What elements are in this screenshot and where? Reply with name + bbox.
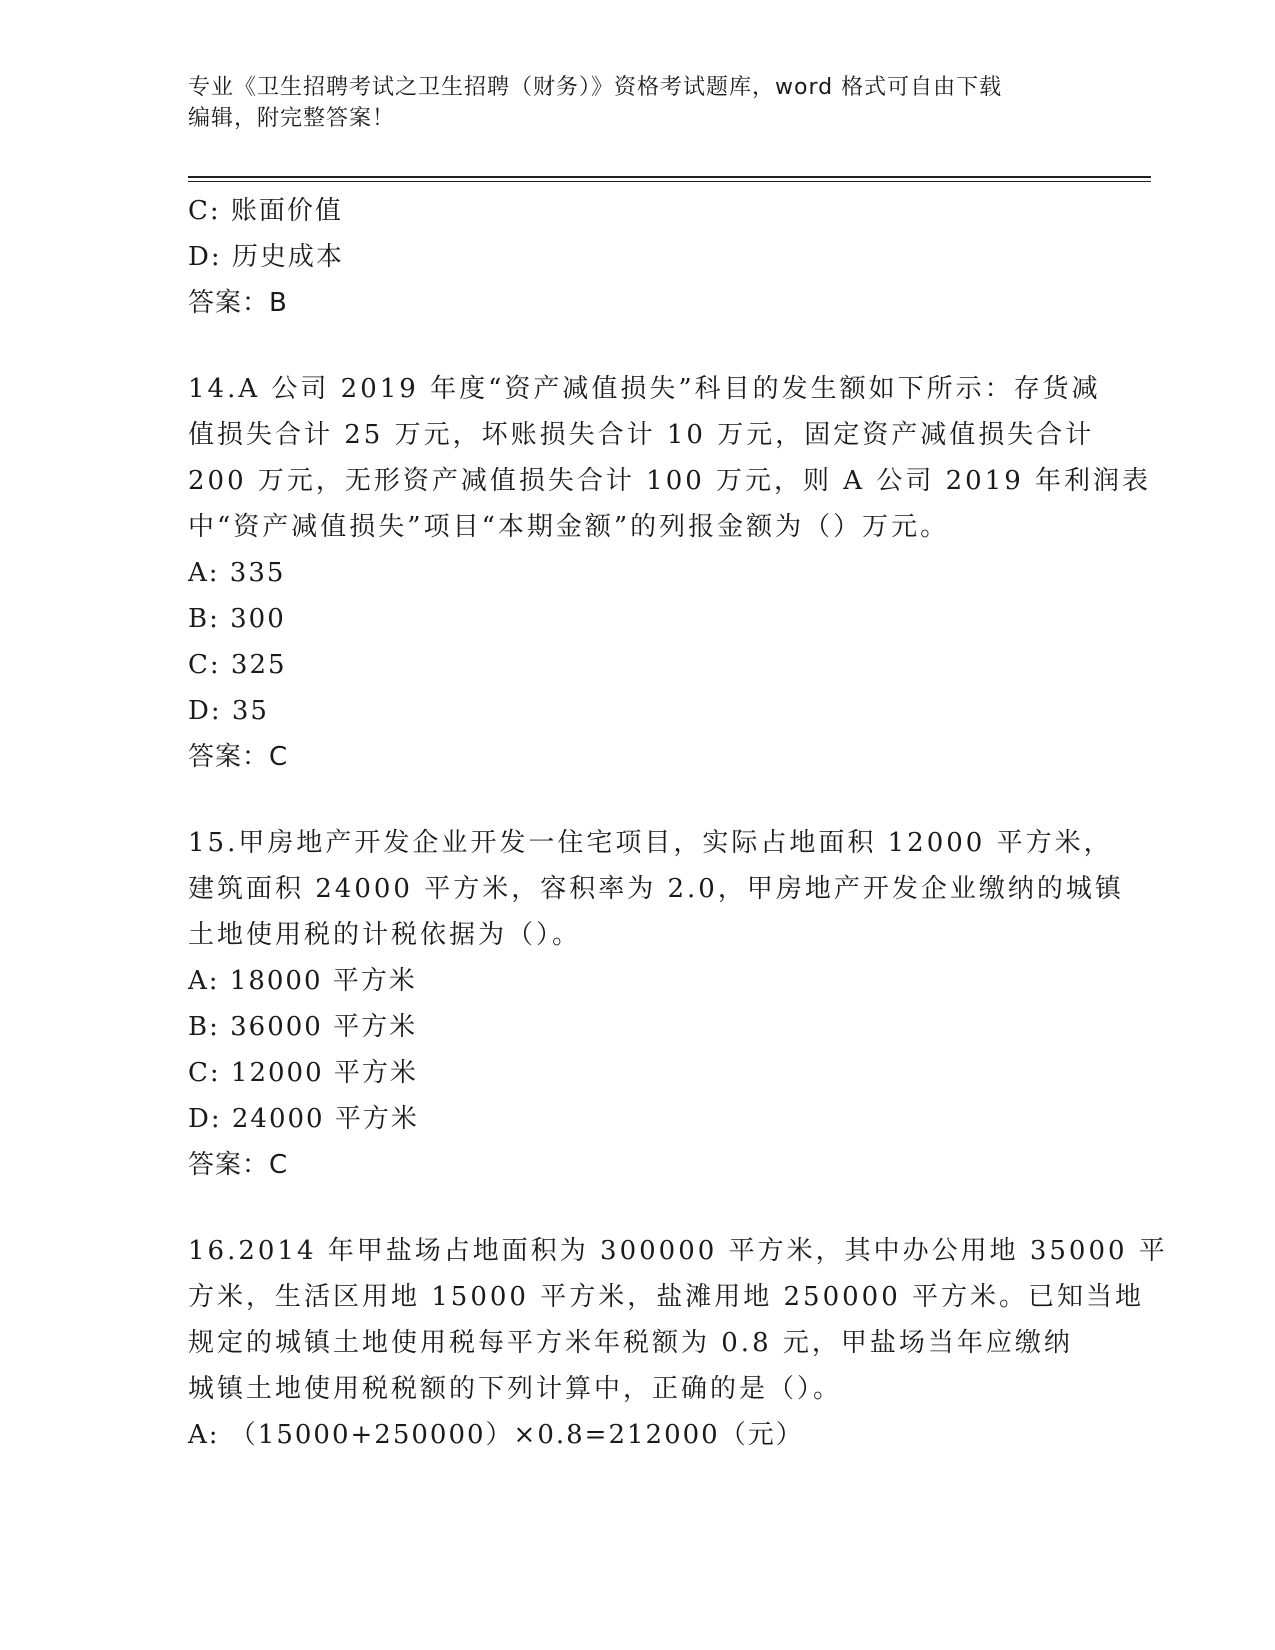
header-divider-thin	[188, 181, 1151, 182]
question-text-line: 方米，生活区用地 15000 平方米，盐滩用地 250000 平方米。已知当地	[188, 1282, 1145, 1312]
page-header	[188, 72, 1088, 134]
option-b: B: 36000 平方米	[188, 1012, 418, 1042]
question-text-line: 16.2014 年甲盐场占地面积为 300000 平方米，其中办公用地 35000 平	[188, 1236, 1168, 1266]
question-text-line: 城镇土地使用税税额的下列计算中，正确的是（）。	[188, 1374, 843, 1404]
question-text-line: 中“资产减值损失”项目“本期金额”的列报金额为（）万元。	[188, 512, 950, 542]
question-text-line: 土地使用税的计税依据为（）。	[188, 920, 582, 950]
option-a: A: 335	[188, 558, 286, 588]
header-line-2: 编辑，附完整答案！	[188, 106, 396, 131]
question-text-line: 200 万元，无形资产减值损失合计 100 万元，则 A 公司 2019 年利润表	[188, 466, 1152, 496]
header-line-1: 专业《卫生招聘考试之卫生招聘（财务）》资格考试题库，word 格式可自由下载	[188, 75, 1003, 100]
answer-line: 答案：C	[188, 742, 289, 772]
option-d: D: 35	[188, 696, 269, 726]
answer-line: 答案：C	[188, 1150, 289, 1180]
question-16	[188, 1228, 1168, 1458]
option-b: B: 300	[188, 604, 286, 634]
option-d: D: 历史成本	[188, 242, 344, 272]
question-text-line: 14.A 公司 2019 年度“资产减值损失”科目的发生额如下所示：存货减	[188, 374, 1101, 404]
option-c: C: 325	[188, 650, 287, 680]
question-text-line: 15.甲房地产开发企业开发一住宅项目，实际占地面积 12000 平方米，	[188, 828, 1113, 858]
question-text-line: 规定的城镇土地使用税每平方米年税额为 0.8 元，甲盐场当年应缴纳	[188, 1328, 1073, 1358]
option-a: A: （15000+250000）×0.8=212000（元）	[188, 1420, 804, 1450]
question-14	[188, 366, 1152, 780]
option-d: D: 24000 平方米	[188, 1104, 419, 1134]
option-c: C: 12000 平方米	[188, 1058, 418, 1088]
header-divider-thick	[188, 176, 1151, 178]
question-text-line: 建筑面积 24000 平方米，容积率为 2.0，甲房地产开发企业缴纳的城镇	[188, 874, 1124, 904]
option-c: C: 账面价值	[188, 196, 343, 226]
document-body	[188, 188, 1168, 1458]
option-a: A: 18000 平方米	[188, 966, 417, 996]
answer-line: 答案：B	[188, 288, 288, 318]
question-text-line: 值损失合计 25 万元，坏账损失合计 10 万元，固定资产减值损失合计	[188, 420, 1095, 450]
previous-question-tail	[188, 188, 1088, 326]
question-15	[188, 820, 1124, 1188]
